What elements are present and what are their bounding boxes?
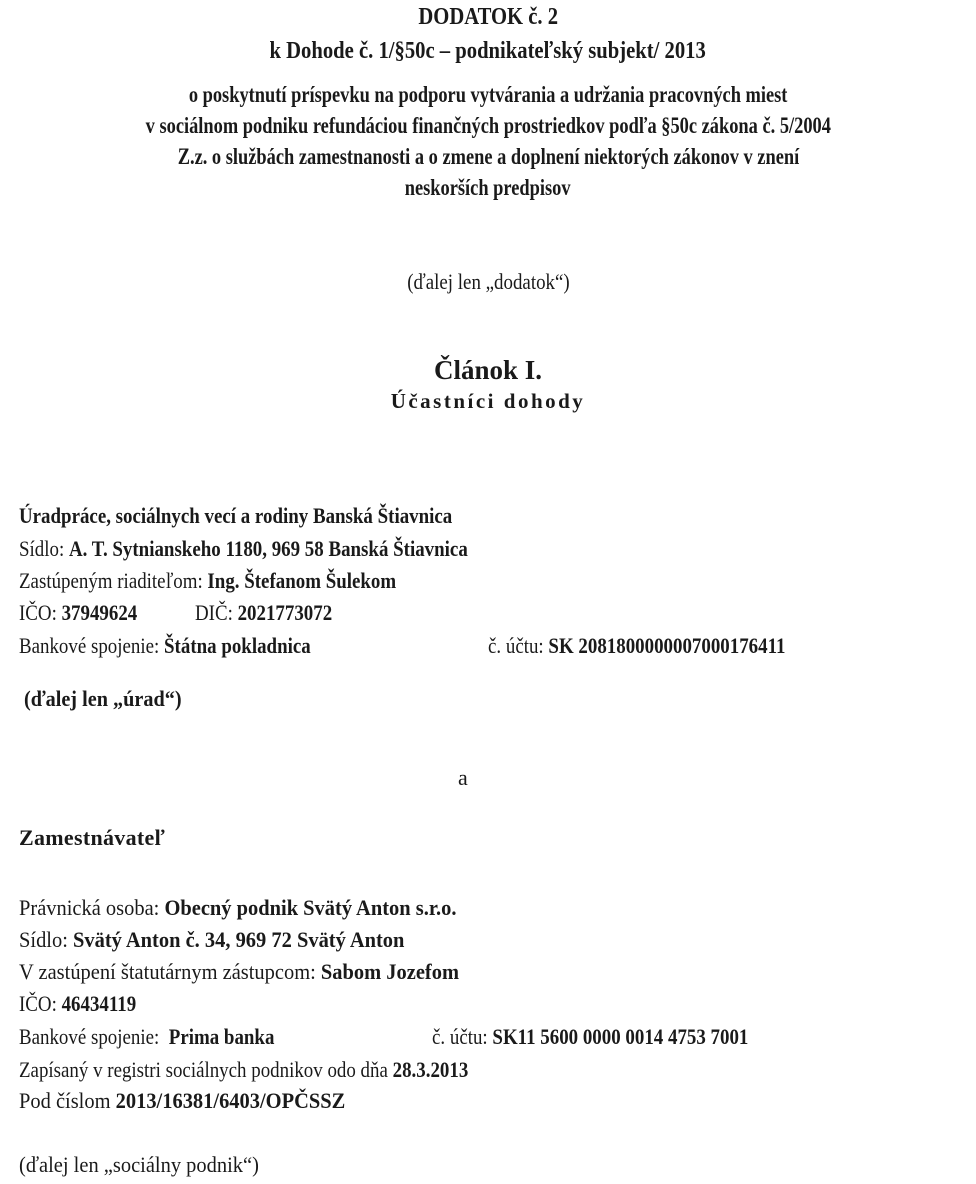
employer-register-number	[19, 1088, 370, 1114]
document-subtitle: k Dohode č. 1/§50c – podnikateľský subjekt/ 2013	[269, 38, 707, 64]
office-account-value: SK 2081800000007000176411	[548, 633, 786, 658]
employer-ico-label: IČO:	[19, 991, 62, 1016]
office-seat	[19, 536, 541, 562]
employer-ico	[19, 991, 155, 1017]
purpose-line: neskorších predpisov	[405, 175, 571, 200]
employer-register-value: 28.3.2013	[392, 1057, 469, 1082]
dalej-dodatok: (ďalej len „dodatok“)	[406, 269, 570, 294]
office-rep-label: Zastúpeným riaditeľom:	[19, 568, 208, 593]
dalej-socialny-podnik: (ďalej len „sociálny podnik“)	[19, 1152, 259, 1177]
employer-heading: Zamestnávateľ	[19, 825, 166, 850]
office-ico-label: IČO:	[19, 600, 62, 625]
employer-account	[432, 1024, 800, 1050]
article-number: Článok I.	[433, 355, 543, 385]
employer-account-value: SK11 5600 0000 0014 4753 7001	[492, 1024, 749, 1049]
conjunction: a	[458, 765, 468, 790]
office-representative	[19, 568, 458, 594]
employer-number-value: 2013/16381/6403/OPČSSZ	[115, 1088, 346, 1113]
employer-seat-value: Svätý Anton č. 34, 969 72 Svätý Anton	[73, 927, 405, 952]
office-dic	[195, 600, 355, 626]
employer-legal-person	[19, 895, 489, 921]
employer-account-label: č. účtu:	[432, 1024, 493, 1049]
employer-seat	[19, 927, 433, 953]
office-bank-value: Štátna pokladnica	[164, 633, 311, 658]
employer-register-label: Zapísaný v registri sociálnych podnikov odo dňa	[19, 1057, 393, 1082]
article-title: Účastníci dohody	[390, 389, 586, 413]
office-seat-value: A. T. Sytnianskeho 1180, 969 58 Banská Štiavnica	[68, 536, 468, 561]
employer-legal-label: Právnická osoba:	[19, 895, 165, 920]
office-rep-value: Ing. Štefanom Šulekom	[207, 568, 397, 593]
office-ico-value: 37949624	[61, 600, 138, 625]
office-seat-label: Sídlo:	[19, 536, 69, 561]
employer-ico-value: 46434119	[61, 991, 137, 1016]
office-bank-label: Bankové spojenie:	[19, 633, 165, 658]
purpose-line: Z.z. o službách zamestnanosti a o zmene a doplnení niektorých zákonov v znení	[177, 144, 799, 169]
employer-legal-value: Obecný podnik Svätý Anton s.r.o.	[164, 895, 457, 920]
office-dic-value: 2021773072	[237, 600, 333, 625]
employer-bank	[19, 1024, 316, 1050]
employer-representative	[19, 959, 492, 985]
employer-bank-value: Prima banka	[168, 1024, 275, 1049]
document-title: DODATOK č. 2	[418, 4, 558, 30]
office-name: Úradpráce, sociálnych vecí a rodiny Banská Štiavnica	[19, 503, 453, 528]
employer-seat-label: Sídlo:	[19, 927, 74, 952]
purpose-line: o poskytnutí príspevku na podporu vytvárania a udržania pracovných miest	[188, 82, 788, 107]
employer-bank-label: Bankové spojenie:	[19, 1024, 169, 1049]
office-dic-label: DIČ:	[195, 600, 238, 625]
employer-rep-value: Sabom Jozefom	[320, 959, 460, 984]
employer-number-label: Pod číslom	[19, 1088, 116, 1113]
office-account	[488, 633, 834, 659]
employer-rep-label: V zastúpení štatutárnym zástupcom:	[19, 959, 321, 984]
office-account-label: č. účtu:	[488, 633, 549, 658]
office-ico	[19, 600, 157, 626]
employer-register	[19, 1057, 541, 1083]
office-bank	[19, 633, 358, 659]
dalej-urad: (ďalej len „úrad“)	[24, 686, 182, 711]
purpose-line: v sociálnom podniku refundáciou finančných prostriedkov podľa §50c zákona č. 5/2004	[145, 113, 831, 138]
